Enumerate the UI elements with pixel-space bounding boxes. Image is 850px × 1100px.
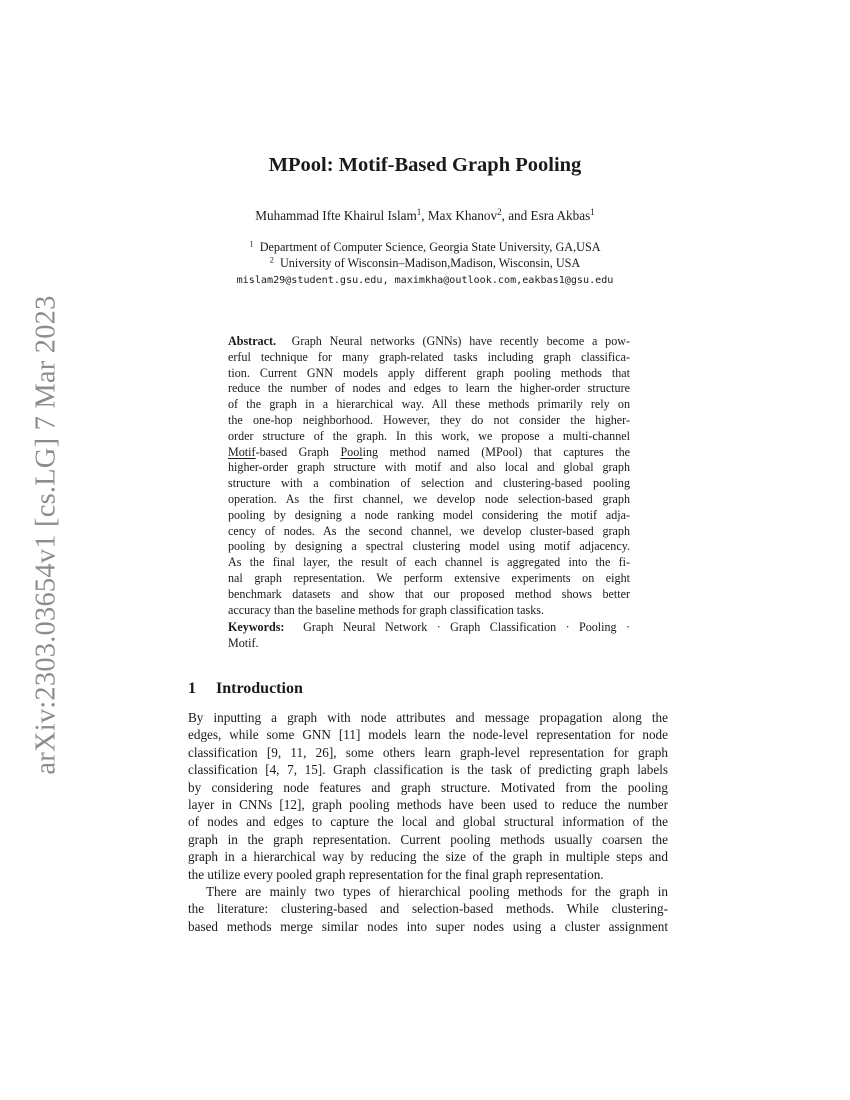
abstract-line: reduce the number of nodes and edges to learn the higher-order structure: [228, 381, 630, 396]
affiliation-2: [0, 256, 850, 271]
abstract-line: erful technique for many graph-related tasks including graph classifica-: [228, 349, 630, 364]
author-name: Max Khanov: [427, 208, 498, 223]
keywords-text: Graph Neural Network · Graph Classification · Pooling ·: [303, 620, 630, 634]
abstract-line: pooling by designing a node ranking model considering the motif adja-: [228, 507, 630, 522]
author-name: Esra Akbas: [530, 208, 591, 223]
keywords-label: Keywords:: [228, 620, 285, 634]
abstract-label: Abstract.: [228, 334, 277, 348]
keywords-line: [228, 620, 630, 636]
author-list: [0, 208, 850, 224]
abstract-line: cency of nodes. As the second channel, we develop cluster-based graph: [228, 523, 630, 538]
affiliation-mark: 2: [269, 255, 274, 265]
abstract-line: order structure of the graph. In this work, we propose a multi-channel: [228, 428, 630, 443]
abstract: [228, 334, 630, 618]
body-line: of nodes and edges to capture the local and global structural information of the: [188, 814, 668, 830]
body-line: By inputting a graph with node attributes and message propagation along the: [188, 710, 668, 725]
abstract-line: the one-hop neighborhood. However, they do not consider the higher-: [228, 412, 630, 427]
abstract-line: pooling by designing a spectral clustering model using motif adjacency.: [228, 539, 630, 554]
abstract-line-text: Graph Neural networks (GNNs) have recently become a pow-: [291, 334, 630, 348]
paper-title: MPool: Motif-Based Graph Pooling: [268, 154, 582, 176]
keywords-line: Motif.: [228, 635, 259, 650]
body-line: the literature: clustering-based and selection-based methods. While clustering-: [188, 901, 668, 917]
abstract-line: higher-order graph structure with motif and also local and global graph: [228, 460, 630, 475]
body-line: layer in CNNs [12], graph pooling methods have been used to reduce the number: [188, 797, 668, 813]
body-line: the utilize every pooled graph representation for the final graph representation.: [188, 866, 604, 882]
author-affiliation-mark: 1: [590, 207, 595, 218]
author-name: Muhammad Ifte Khairul Islam: [255, 208, 417, 223]
abstract-line-text: -based Graph: [255, 444, 341, 459]
underlined-term: Motif: [228, 444, 256, 459]
section-number: 1: [188, 680, 196, 697]
abstract-line: tion. Current GNN models apply different graph pooling methods that: [228, 365, 630, 380]
abstract-line: benchmark datasets and show that our proposed method shows better: [228, 586, 630, 601]
author-separator: ,: [421, 208, 428, 223]
abstract-line: [228, 334, 630, 350]
body-line: based methods merge similar nodes into super nodes using a cluster assignment: [188, 918, 668, 934]
author-affiliation-mark: 1: [416, 207, 422, 218]
affiliation-1: [0, 240, 850, 255]
body-line: graph in the graph representation. Current pooling methods usually coarsen the: [188, 831, 668, 847]
abstract-line: operation. As the first channel, we develop node selection-based graph: [228, 491, 630, 506]
section-heading: [188, 680, 303, 698]
abstract-line: nal graph representation. We perform extensive experiments on eight: [228, 570, 630, 585]
underlined-term: Pool: [340, 444, 363, 459]
affiliation-text: University of Wisconsin–Madison,Madison, Wisconsin, USA: [280, 256, 581, 270]
introduction-text: [188, 709, 668, 935]
keywords: [228, 620, 630, 652]
abstract-line: accuracy than the baseline methods for graph classification tasks.: [228, 602, 545, 617]
body-line: edges, while some GNN [11] models learn the node-level representation for node: [188, 727, 668, 743]
abstract-line: [228, 445, 630, 461]
affiliation-mark: 1: [249, 239, 254, 249]
body-line: graph in a hierarchical way by reducing the size of the graph in multiple steps and: [188, 849, 668, 865]
arxiv-identifier-text: arXiv:2303.03654v1 [cs.LG] 7 Mar 2023: [31, 295, 62, 775]
arxiv-identifier-stamp: [27, 295, 67, 775]
abstract-line: As the final layer, the result of each channel is aggregated into the fi-: [228, 555, 630, 570]
body-line: There are mainly two types of hierarchical pooling methods for the graph in: [206, 884, 668, 900]
body-line: classification [4, 7, 15]. Graph classification is the task of predicting graph labels: [188, 762, 668, 778]
abstract-line: of the graph in a hierarchical way. All these methods primarily rely on: [228, 397, 630, 412]
abstract-line-text: ing method named (MPool) that captures the: [362, 444, 631, 459]
author-emails: mislam29@student.gsu.edu, maximkha@outlook.com,eakbas1@gsu.edu: [236, 275, 614, 286]
section-title: Introduction: [216, 680, 303, 697]
abstract-line: structure with a combination of selection and clustering-based pooling: [228, 476, 630, 491]
affiliation-text: Department of Computer Science, Georgia State University, GA,USA: [259, 240, 601, 254]
author-separator: , and: [501, 208, 531, 223]
body-line: by considering node features and graph structure. Motivated from the pooling: [188, 779, 668, 795]
author-affiliation-mark: 2: [497, 207, 502, 218]
body-line: classification [9, 11, 26], some others learn graph-level representation for graph: [188, 744, 668, 760]
